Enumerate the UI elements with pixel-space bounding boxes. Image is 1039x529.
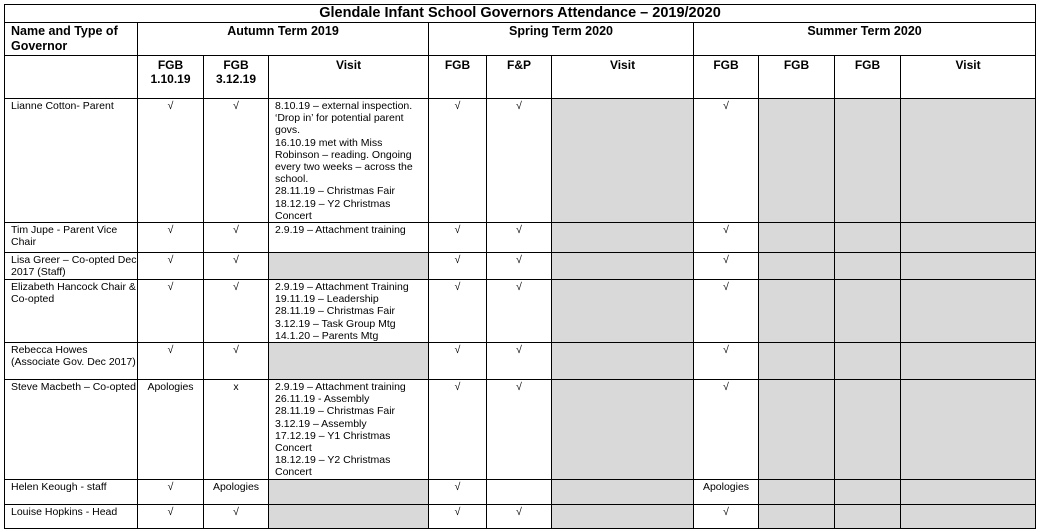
visit-entry: 3.12.19 – Assembly [275,417,367,430]
summer-fgb3-cell [835,99,901,223]
autumn-fgb2-cell: √ [204,223,269,253]
summer-fgb1-cell: √ [694,380,759,480]
autumn-visit-cell [269,479,429,504]
visit-entry: 2.9.19 – Attachment Training [275,281,409,294]
autumn-fgb2-header: FGB 3.12.19 [204,56,269,99]
spring-visit-cell [552,280,694,343]
governor-name: Rebecca Howes (Associate Gov. Dec 2017) [5,343,138,380]
summer-fgb2-cell [759,479,835,504]
spring-fp-cell: √ [487,280,552,343]
spring-visit-cell [552,223,694,253]
spring-fgb-cell: √ [429,253,487,280]
autumn-visit-cell [269,280,429,343]
autumn-visit-cell [269,223,429,253]
spring-fgb-cell: √ [429,380,487,480]
summer-fgb1-cell: Apologies [694,479,759,504]
spring-fp-cell: √ [487,223,552,253]
spring-visit-cell [552,504,694,528]
visit-entry: 14.1.20 – Parents Mtg [275,329,379,342]
visit-entry: 2.9.19 – Attachment training [275,224,406,237]
table-row [5,280,1036,343]
autumn-fgb1-cell: √ [138,253,204,280]
table-row [5,380,1036,480]
page-title: Glendale Infant School Governors Attendance – 2019/2020 [5,5,1036,23]
spring-visit-cell [552,380,694,480]
table-row [5,504,1036,528]
visit-entry: 17.12.19 – Y1 Christmas Concert [275,429,391,455]
autumn-fgb1-cell: √ [138,280,204,343]
summer-visit-cell [901,504,1036,528]
spring-fgb-cell: √ [429,504,487,528]
spring-fgb-header: FGB [429,56,487,99]
autumn-fgb2-cell: Apologies [204,479,269,504]
autumn-fgb2-cell: √ [204,99,269,223]
spring-visit-header: Visit [552,56,694,99]
governor-name: Louise Hopkins - Head [5,504,138,528]
spring-fgb-cell: √ [429,223,487,253]
spring-fgb-cell: √ [429,479,487,504]
subheader-blank [5,56,138,99]
summer-fgb2-cell [759,99,835,223]
governor-name: Lisa Greer – Co-opted Dec 2017 (Staff) [5,253,138,280]
summer-visit-header: Visit [901,56,1036,99]
visit-entry: 28.11.19 – Christmas Fair [275,405,396,418]
visit-entry: 18.12.19 – Y2 Christmas Concert [275,454,391,479]
table-row [5,253,1036,280]
summer-fgb3-cell [835,343,901,380]
summer-fgb2-header: FGB [759,56,835,99]
summer-fgb3-cell [835,380,901,480]
summer-fgb3-cell [835,280,901,343]
summer-fgb3-cell [835,253,901,280]
spring-fp-cell: √ [487,380,552,480]
autumn-visit-cell [269,380,429,480]
name-header: Name and Type of Governor [5,23,138,56]
autumn-fgb1-cell: √ [138,99,204,223]
summer-visit-cell [901,253,1036,280]
summer-fgb1-header: FGB [694,56,759,99]
autumn-fgb2-cell: √ [204,504,269,528]
summer-visit-cell [901,280,1036,343]
visit-entry: 28.11.19 – Christmas Fair [275,305,396,318]
autumn-fgb1-header: FGB 1.10.19 [138,56,204,99]
summer-fgb2-cell [759,280,835,343]
table-row [5,99,1036,223]
summer-fgb1-cell: √ [694,223,759,253]
visit-entry: ‘Drop in’ for potential parent govs. [275,112,404,137]
spring-fp-cell: √ [487,253,552,280]
autumn-visit-cell [269,343,429,380]
summer-visit-cell [901,99,1036,223]
spring-fp-header: F&P [487,56,552,99]
autumn-fgb1-cell: √ [138,223,204,253]
governor-name: Helen Keough - staff [5,479,138,504]
spring-fp-cell [487,479,552,504]
spring-fp-cell: √ [487,504,552,528]
spring-fgb-cell: √ [429,343,487,380]
visit-entry: 19.11.19 – Leadership [275,293,379,306]
visit-entry: 3.12.19 – Task Group Mtg [275,317,396,330]
visit-entry: 2.9.19 – Attachment training [275,381,406,394]
autumn-fgb2-cell: √ [204,253,269,280]
summer-fgb2-cell [759,343,835,380]
summer-fgb1-cell: √ [694,280,759,343]
autumn-term-header: Autumn Term 2019 [138,23,429,56]
summer-visit-cell [901,380,1036,480]
summer-visit-cell [901,479,1036,504]
summer-visit-cell [901,223,1036,253]
autumn-visit-cell [269,253,429,280]
visit-entry: 16.10.19 met with Miss Robinson – reading. Ongoing every two weeks – across the school. [275,136,413,186]
summer-fgb2-cell [759,253,835,280]
visit-entry: 18.12.19 – Y2 Christmas Concert [275,197,391,222]
summer-visit-cell [901,343,1036,380]
summer-term-header: Summer Term 2020 [694,23,1036,56]
spring-fp-cell: √ [487,99,552,223]
autumn-fgb2-cell: √ [204,343,269,380]
summer-fgb3-header: FGB [835,56,901,99]
visit-entry: 28.11.19 – Christmas Fair [275,185,396,198]
spring-fgb-cell: √ [429,280,487,343]
attendance-table [4,4,1036,529]
autumn-fgb2-cell: √ [204,280,269,343]
spring-term-header: Spring Term 2020 [429,23,694,56]
spring-fgb-cell: √ [429,99,487,223]
summer-fgb2-cell [759,223,835,253]
spring-visit-cell [552,99,694,223]
autumn-visit-cell [269,99,429,223]
summer-fgb1-cell: √ [694,504,759,528]
summer-fgb2-cell [759,380,835,480]
visit-entry: 26.11.19 - Assembly [275,393,370,406]
spring-fp-cell: √ [487,343,552,380]
visit-entry: 8.10.19 – external inspection. [275,100,413,112]
summer-fgb1-cell: √ [694,99,759,223]
governor-name: Steve Macbeth – Co-opted [5,380,138,480]
table-row [5,223,1036,253]
spring-visit-cell [552,479,694,504]
summer-fgb3-cell [835,479,901,504]
autumn-fgb2-cell: x [204,380,269,480]
autumn-fgb1-cell: Apologies [138,380,204,480]
autumn-fgb1-cell: √ [138,504,204,528]
summer-fgb3-cell [835,504,901,528]
table-row [5,479,1036,504]
table-row [5,343,1036,380]
governor-name: Elizabeth Hancock Chair & Co-opted [5,280,138,343]
summer-fgb3-cell [835,223,901,253]
governor-name: Lianne Cotton- Parent [5,99,138,223]
autumn-fgb1-cell: √ [138,479,204,504]
spring-visit-cell [552,253,694,280]
summer-fgb1-cell: √ [694,343,759,380]
autumn-visit-cell [269,504,429,528]
summer-fgb2-cell [759,504,835,528]
summer-fgb1-cell: √ [694,253,759,280]
autumn-visit-header: Visit [269,56,429,99]
spring-visit-cell [552,343,694,380]
governor-name: Tim Jupe - Parent Vice Chair [5,223,138,253]
autumn-fgb1-cell: √ [138,343,204,380]
